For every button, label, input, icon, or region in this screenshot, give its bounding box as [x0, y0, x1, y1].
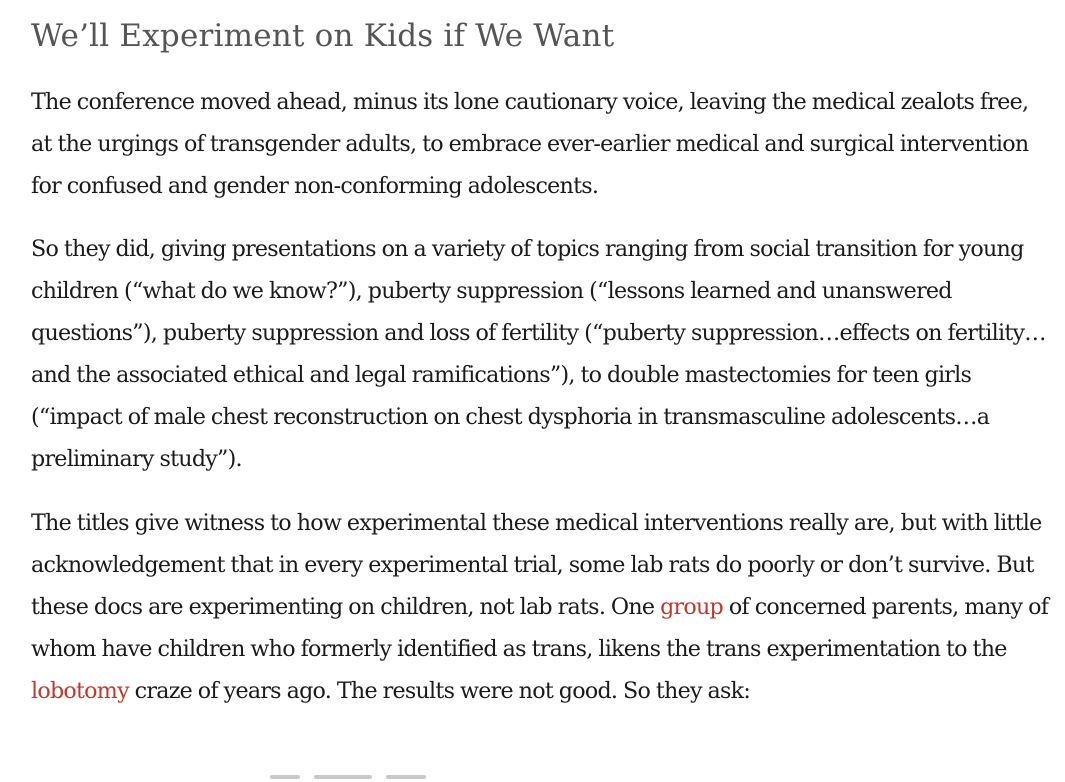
- paragraph-3-text-c: craze of years ago. The results were not good. So they ask:: [128, 678, 751, 704]
- cut-off-glyph-fragment: [386, 775, 426, 779]
- paragraph-2: So they did, giving presentations on a variety of topics ranging from social transition for young children (“what do we know?”), puberty suppression (“lessons learned and unanswered questions”), puberty suppression and loss of fertility (“puberty suppression…effects on fertility…and the associated ethical and legal ramifications”), to double mastectomies for teen girls (“impact of male chest reconstruction on chest dysphoria in transmasculine adolescents…a preliminary study”).: [31, 236, 1046, 472]
- paragraph-3: [31, 502, 1051, 712]
- lobotomy-link[interactable]: lobotomy: [31, 678, 129, 704]
- group-link[interactable]: group: [660, 594, 724, 620]
- article-body: [31, 0, 1051, 712]
- paragraph-3-text-a: The titles give witness to how experimental these medical interventions really are, but with little acknowledgement that in every experimental trial, some lab rats do poorly or don’t survive. But these docs are experimenting on children, not lab rats. One: [31, 510, 1042, 620]
- paragraph-1: The conference moved ahead, minus its lone cautionary voice, leaving the medical zealots free, at the urgings of transgender adults, to embrace ever-earlier medical and surgical intervention for confused and gender non-conforming adolescents.: [31, 89, 1029, 199]
- cut-off-glyph-fragment: [314, 775, 372, 779]
- section-heading: We’ll Experiment on Kids if We Want: [31, 18, 615, 54]
- cut-off-next-line: [270, 768, 450, 782]
- paragraph-3-text-b: of concerned parents, many of whom have children who formerly identified as trans, likens the trans experimentation to the: [31, 594, 1049, 662]
- cut-off-glyph-fragment: [270, 775, 300, 779]
